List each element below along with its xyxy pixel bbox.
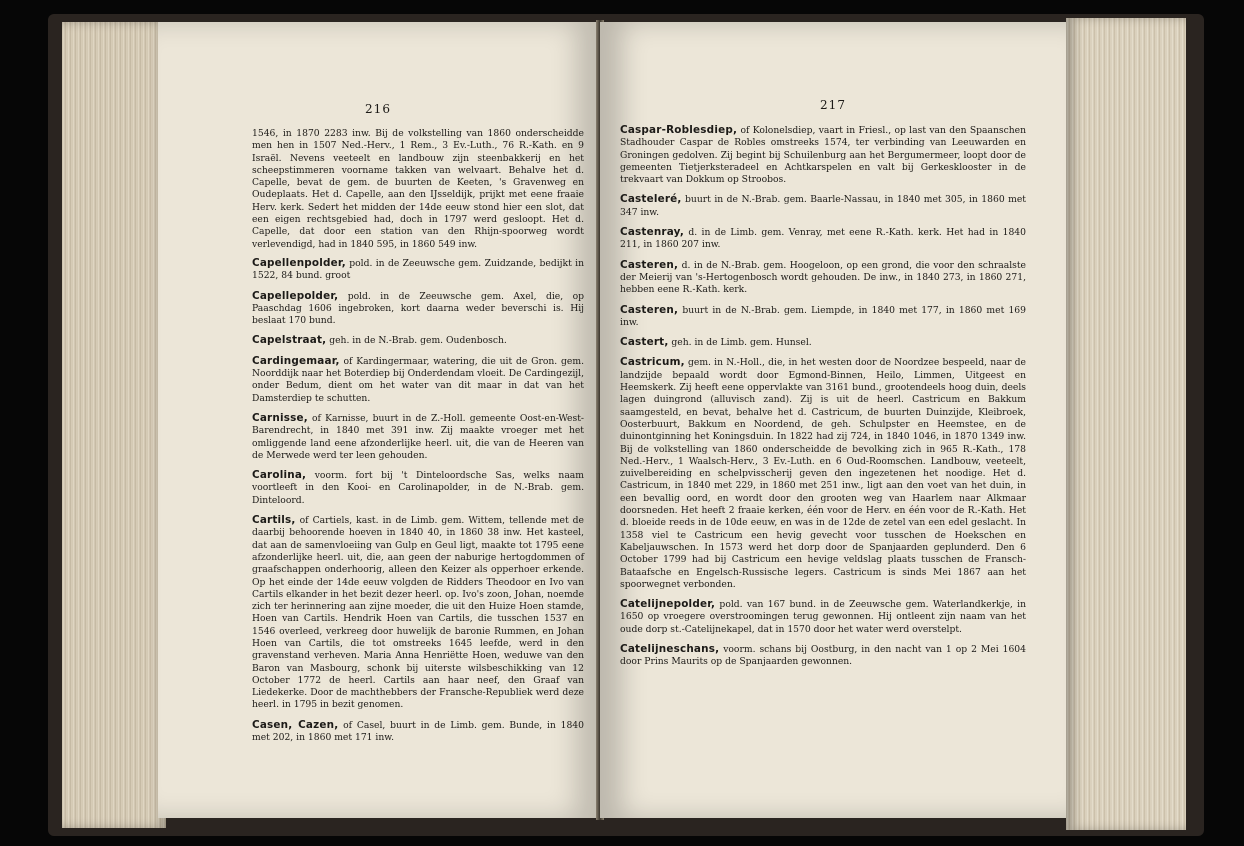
right-page	[600, 22, 1066, 818]
headword: Capellenpolder,	[252, 256, 346, 269]
dictionary-entry	[620, 336, 1026, 349]
dictionary-entry	[620, 356, 1026, 591]
headword: Cardingemaar,	[252, 354, 340, 367]
dictionary-entry	[620, 304, 1026, 330]
dictionary-entry	[620, 124, 1026, 186]
headword: Castert,	[620, 336, 669, 349]
entry-text: pold. in de Zeeuwsche gem. Axel, die, op Paaschdag 1606 ingebroken, kort daarna weder beverschi is. Hij beslaat 170 bund.	[252, 290, 584, 327]
entry-text: pold. in de Zeeuwsche gem. Zuidzande, bedijkt in 1522, 84 bund. groot	[252, 257, 584, 282]
headword: Catelijneschans,	[620, 642, 720, 655]
page-text	[600, 124, 1066, 669]
dictionary-entry	[620, 226, 1026, 252]
page-number: 217	[820, 98, 846, 112]
headword: Catelijnepolder,	[620, 598, 716, 611]
dictionary-entry	[252, 334, 584, 347]
entry-text: voorm. fort bij 't Dinteloordsche Sas, welks naam voortleeft in den Kooi- en Carolinapolder, in de N.-Brab. gem. Dinteloord.	[252, 470, 584, 506]
lead-paragraph: 1546, in 1870 2283 inw. Bij de volkstelling van 1860 onderscheidde men hen in 1507 Ned.-Herv., 1 Rem., 3 Ev.-Luth., 76 R.-Kath. en 9 Israël. Nevens veeteelt en landbouw zijn steenbakkerij en het scheepstimmeren voorname takken van welvaart. Behalve het d. Capelle, bevat de gem. de buurten de Keeten, 's Gravenweg en Oudeplaats. Het d. Capelle, aan den IJsseldijk, prijkt met eene fraaie Herv. kerk. Sedert het midden der 14de eeuw stond hier een slot, dat een eigen rechtsgebied had, doch in 1797 werd gesloopt. Het d. Capelle, dat door een station van den Rhijn-spoorweg wordt verlevendigd, had in 1840 595, in 1860 549 inw.	[252, 128, 584, 250]
headword: Capelstraat,	[252, 334, 327, 347]
page-number: 216	[365, 102, 391, 116]
headword: Castenray,	[620, 226, 684, 239]
dictionary-entry	[620, 598, 1026, 636]
dictionary-entry	[252, 257, 584, 283]
entry-text: buurt in de N.-Brab. gem. Liempde, in 1840 met 177, in 1860 met 169 inw.	[620, 304, 1026, 328]
entry-text: pold. van 167 bund. in de Zeeuwsche gem. Waterlandkerkje, in 1650 op vroegere overstroomingen terug gewonnen. Hij ontleent zijn naam van het oude dorp st.-Catelijnekapel, dat in 1570 door het water werd overstelpt.	[620, 599, 1026, 635]
headword: Casteleré,	[620, 193, 682, 206]
headword: Casen, Cazen,	[252, 718, 339, 731]
entry-text: of Cartiels, kast. in de Limb. gem. Wittem, tellende met de daarbij behoorende hoeven in 1840 40, in 1860 38 inw. Het kasteel, dat aan de samenvloeiing van Gulp en Geul ligt, maakte tot 1795 eene afzonderlijke heerl. uit, die, aan geen der naburige hertogdommen of graafschappen onderhoorig, alleen den Keizer als opperhoer erkende. Op het einde der 14de eeuw volgden de Ridders Theodoor en Ivo van Cartils elkander in het bezit dezer heerl. op. Ivo's zoon, Johan, noemde zich ter herinnering aan zijne moeder, die uit den Huize Hoen stamde, Hoen van Cartils. Hendrik Hoen van Cartils, die tusschen 1537 en 1546 overleed, verkreeg door huwelijk de baronie Rummen, en Johan Hoen van Cartils, die tot omstreeks 1645 leefde, werd in den gravenstand verheven. Maria Anna Henriëtte Hoen, weduwe van den Baron van Masbourg, schonk bij uiterste wilsbeschikking van 12 October 1772 de heerl. Cartils aan haar neef, den Graaf van Liedekerke. Door de machthebbers der Fransche-Republiek werd deze heerl. in 1795 in bezit genomen.	[252, 515, 584, 711]
headword: Carolina,	[252, 469, 307, 482]
entry-text: gem. in N.-Holl., die, in het westen door de Noordzee bespeeld, naar de landzijde bepaald wordt door Egmond-Binnen, Heilo, Limmen, Uitgeest en Heemskerk. Zij heeft eene oppervlakte van 3161 bund., grootendeels hoog duin, deels lagen duingrond (alluvisch zand). Zij is uit de heerl. Castricum en Bakkum saamgesteld, en bevat, behalve het d. Castricum, de buurten Duinzijde, Kleibroek, Oosterbuurt, Bakkum en Noordend, de geh. Schulpster en Heemstee, en de duinontginning het Koningsduin. In 1822 had zij 724, in 1840 1046, in 1870 1349 inw. Bij de volkstelling van 1860 onderscheidde de bevolking zich in 965 R.-Kath., 178 Ned.-Herv., 1 Waalsch-Herv., 3 Ev.-Luth. en 6 Oud-Roomschen. Landbouw, veeteelt, zuivelbereiding en schelpvisscherij geven den ingezetenen het noodige. Het d. Castricum, in 1840 met 229, in 1860 met 251 inw., ligt aan den voet van het duin, in een bevallig oord, en wordt door den grooten weg van Haarlem naar Alkmaar doorsneden. Het heeft 2 fraaie kerken, één voor de Herv. en één voor de R.-Kath. Het d. bloeide reeds in de 10de eeuw, en was in de 12de de zetel van een edel geslacht. In 1358 viel te Castricum een hevig gevecht voor tusschen de Hoekschen en Kabeljauwschen. In 1573 werd het dorp door de Spanjaarden geplunderd. Den 6 October 1799 had bij Castricum een hevige veldslag plaats tusschen de Fransch-Bataafsche en Engelsch-Russische legers. Castricum is sinds Mei 1867 aan het spoorwegnet verbonden.	[620, 357, 1026, 590]
dictionary-entry	[252, 514, 584, 712]
headword: Caspar-Roblesdiep,	[620, 124, 738, 136]
entry-text: d. in de N.-Brab. gem. Hoogeloon, op een grond, die voor den schraalste der Meierij van 's-Hertogenbosch wordt gehouden. De inw., in 1840 273, in 1860 271, hebben eene R.-Kath. kerk.	[620, 259, 1026, 296]
page-edges-right	[1066, 18, 1186, 830]
headword: Cartils,	[252, 514, 296, 527]
page-edges-left	[62, 22, 166, 828]
entry-text: geh. in de N.-Brab. gem. Oudenbosch.	[326, 335, 507, 347]
entry-text: of Casel, buurt in de Limb. gem. Bunde, in 1840 met 202, in 1860 met 171 inw.	[252, 719, 584, 744]
headword: Castricum,	[620, 356, 685, 369]
dictionary-entry	[620, 259, 1026, 297]
headword: Casteren,	[620, 258, 679, 271]
entry-text: d. in de Limb. gem. Venray, met eene R.-Kath. kerk. Het had in 1840 211, in 1860 207 inw.	[620, 227, 1026, 251]
entry-text: of Karnisse, buurt in de Z.-Holl. gemeente Oost-en-West-Barendrecht, in 1840 met 391 inw. Zij maakte vroeger met het omliggende land eene afzonderlijke heerl. uit, die van de Heeren van de Merwede werd ter leen gehouden.	[252, 412, 584, 461]
entry-text: geh. in de Limb. gem. Hunsel.	[668, 337, 812, 349]
entry-text: buurt in de N.-Brab. gem. Baarle-Nassau, in 1840 met 305, in 1860 met 347 inw.	[620, 194, 1026, 218]
entry-text: of Kardingermaar, watering, die uit de Gron. gem. Noorddijk naar het Boterdiep bij Onderdendam vloeit. De Cardingezijl, onder Bedum, dient om het water van dit maar in dat van het Damsterdiep te schutten.	[252, 355, 584, 404]
dictionary-entry	[252, 355, 584, 405]
headword: Capellepolder,	[252, 289, 339, 302]
page-text	[158, 128, 598, 744]
left-page	[158, 22, 598, 818]
dictionary-entry	[252, 412, 584, 462]
dictionary-entry	[252, 469, 584, 507]
headword: Carnisse,	[252, 411, 308, 424]
entry-text: of Kolonelsdiep, vaart in Friesl., op last van den Spaanschen Stadhouder Caspar de Robles omstreeks 1574, ter verbinding van Leeuwarden en Groningen gedolven. Zij begint bij Schuilenburg aan het Bergumermeer, loopt door de gemeenten Tietjerksteradeel en Achtkarspelen en valt bij Gerkesklooster in de trekvaart van Dokkum op Stroobos.	[620, 125, 1026, 186]
entry-text: voorm. schans bij Oostburg, in den nacht van 1 op 2 Mei 1604 door Prins Maurits op de Spanjaarden gewonnen.	[620, 643, 1026, 668]
headword: Casteren,	[620, 303, 679, 316]
dictionary-entry	[252, 290, 584, 328]
dictionary-entry	[252, 719, 584, 745]
dictionary-entry	[620, 643, 1026, 669]
dictionary-entry	[620, 193, 1026, 219]
